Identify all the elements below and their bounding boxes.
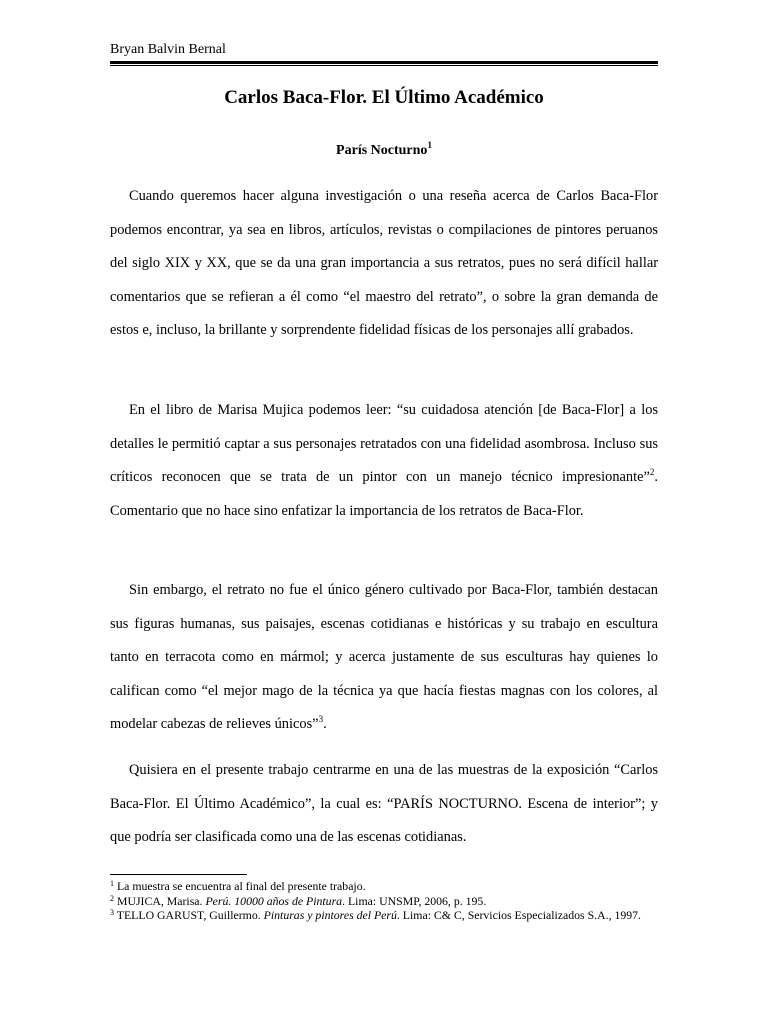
paragraph-4: Quisiera en el presente trabajo centrarme en una de las muestras de la exposición “Carlos Baca-Flor. El Último Académico”, la cual es: “PARÍS NOCTURNO. Escena de interior”; y que podría ser clasificada como una de las escenas cotidianas. <box>110 762 658 845</box>
footnote-text: La muestra se encuentra al final del presente trabajo. <box>116 879 366 893</box>
footnote-text: TELLO GARUST, Guillermo. <box>116 908 264 923</box>
document-title: Carlos Baca-Flor. El Último Académico <box>224 87 544 108</box>
footnote-text-end: . Lima: C& C, Servicios Especializados S.A., 1997. <box>396 908 642 923</box>
footnote-1 <box>110 879 658 894</box>
footnote-text: MUJICA, Marisa. <box>116 893 206 908</box>
paragraph-3 <box>110 574 658 742</box>
footnote-2 <box>110 894 658 909</box>
paragraph-2-text: En el libro de Marisa Mujica podemos leer: “su cuidadosa atención [de Baca-Flor] a los detalles le permitió captar a sus personajes retratados con una fidelidad asombrosa. Incluso sus críticos reconocen que se trata de un pintor con un manejo técnico impresionante” <box>110 402 658 485</box>
footnote-text-end: . Lima: UNSMP, 2006, p. 195. <box>342 893 487 908</box>
footnote-book-title: Perú. 10000 años de Pintura <box>205 893 343 908</box>
header-rule <box>110 61 658 64</box>
paragraph-3-text: Sin embargo, el retrato no fue el único género cultivado por Baca-Flor, también destacan sus figuras humanas, sus paisajes, escenas cotidianas e históricas y su trabajo en escultura tanto en terracota como en mármol; y acerca justamente de sus esculturas hay quienes lo califican como “el mejor mago de la técnica ya que hacía fiestas magnas con los colores, al modelar cabezas de relieves únicos” <box>110 582 658 732</box>
paragraph-2 <box>110 394 658 528</box>
header-rule-thin <box>110 65 658 66</box>
footnote-ref-1: 1 <box>427 140 432 150</box>
footnote-number: 1 <box>110 879 114 888</box>
footnote-ref-2: 2 <box>649 467 655 477</box>
header-author: Bryan Balvin Bernal <box>110 42 226 57</box>
footnote-book-title: Pinturas y pintores del Perú <box>263 908 397 923</box>
subtitle-text: París Nocturno <box>336 143 428 158</box>
footnotes <box>110 879 658 923</box>
paragraph-3-text-end: . <box>323 716 327 732</box>
paragraph-1: Cuando queremos hacer alguna investigación o una reseña acerca de Carlos Baca-Flor podemos encontrar, ya sea en libros, artículos, revistas o compilaciones de pintores peruanos del siglo XIX y XX, que se da una gran importancia a sus retratos, pues no será difícil hallar comentarios que se refieran a él como “el maestro del retrato”, o sobre la gran demanda de estos e, incluso, la brillante y sorprendente fidelidad físicas de los personajes allí grabados. <box>110 188 658 338</box>
footnote-ref-3: 3 <box>318 714 324 724</box>
section-subtitle <box>110 142 658 160</box>
paragraph-2-text-end: . Comentario que no hace sino enfatizar la importancia de los retratos de Baca-Flor. <box>110 469 658 519</box>
footnote-3 <box>110 908 658 923</box>
footnote-number: 3 <box>110 908 114 918</box>
footnote-number: 2 <box>110 893 114 903</box>
footnote-separator <box>110 874 247 875</box>
